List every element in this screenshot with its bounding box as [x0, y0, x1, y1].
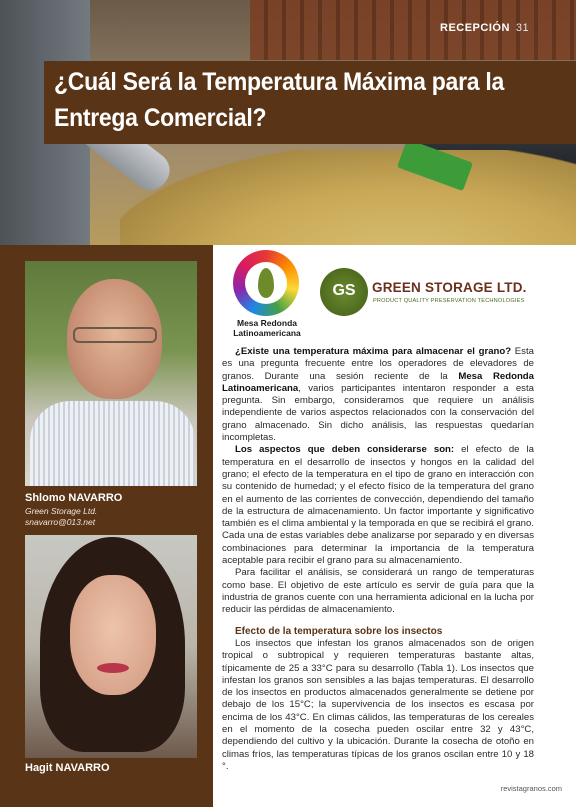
mesa-redonda-logo: [225, 250, 309, 340]
author-photo-hagit: [25, 535, 197, 758]
mesa-line2: Latinoamericana: [233, 328, 301, 338]
face: [70, 575, 156, 695]
paragraph-3: Para facilitar el análisis, se considerará un rango de temperaturas como base. El objetivo de este artículo es servir de guía para que la industria de granos cuente con una herramienta adicional en la lucha por reducir las pérdidas de almacenamiento.: [222, 567, 534, 616]
green-storage-logo: [320, 268, 538, 318]
article-title: ¿Cuál Será la Temperatura Máxima para la Entrega Comercial?: [54, 68, 505, 132]
section-label: [440, 22, 529, 34]
glasses: [73, 327, 157, 343]
gs-badge-icon: [320, 268, 368, 316]
footer-website[interactable]: revistagranos.com: [500, 784, 562, 793]
insects-section-body: [222, 638, 534, 773]
author-photo-shlomo: [25, 261, 197, 486]
grain-pile: [120, 150, 576, 245]
mesa-line1: Mesa Redonda: [237, 318, 297, 328]
section-name: RECEPCIÓN: [440, 22, 510, 34]
mesa-redonda-mention: Mesa Redonda Latinoamericana: [222, 370, 534, 394]
paragraph-1: ¿Existe una temperatura máxima para almacenar el grano? Esta es una pregunta frecuente entre los operadores de elevadores de granos. Durante una sesión reciente de la Mesa Redonda Latinoamericana, varios participantes intentaron responder a esta pregunta. Sin embargo, consideramos que requiere un análisis independiente de varios aspectos relacionados con la conservación del grano almacenado. Sin dicho análisis, las respuestas quedarían incompletas.: [222, 346, 534, 444]
lips: [97, 663, 129, 673]
author-email-1[interactable]: snavarro@013.net: [25, 517, 96, 527]
paragraph-2: Los aspectos que deben considerarse son: el efecto de la temperatura en el desarrollo de insectos y hongos en la calidad del grano; el efecto de la temperatura en el tipo de grano en interacción con su contenido de humedad; y el efecto físico de la temperatura del grano en el aumento de las corrientes de convección, dependiendo del tamaño de la estructura de almacenamiento. Un factor importante y significativo también es el clima ambiental y la temporada en que se recibirá el grano. Cada una de estas variables debe analizarse por separado y en diversas combinaciones para determinar la importancia de la temperatura aceptable para recibir el grano para su almacenamiento.: [222, 444, 535, 567]
subheading: Efecto de la temperatura sobre los insectos: [235, 626, 443, 637]
gs-mark: GS: [332, 282, 356, 299]
title-banner: [44, 61, 576, 144]
wheat-icon: [258, 268, 274, 298]
article-body: [222, 346, 534, 617]
lead-question: ¿Existe una temperatura máxima para almacenar el grano?: [235, 346, 512, 357]
author-company-1: Green Storage Ltd.: [25, 506, 98, 516]
author-name-2: Hagit NAVARRO: [25, 762, 110, 774]
gs-company-name: GREEN STORAGE LTD.: [372, 280, 527, 295]
shirt: [30, 401, 195, 486]
author-name-1: Shlomo NAVARRO: [25, 492, 123, 504]
paragraph-4: Los insectos que infestan los granos almacenados son de origen tropical o subtropical y requieren temperaturas bastante altas, típicamente de 25 a 33°C para su desarrollo (Tabla 1). Los insectos que infestan los granos son sensibles a las bajas temperaturas. El desarrollo de los insectos en productos almacenados generalmente se detiene por debajo de los 15°C; la supervivencia de los insectos es escasa por encima de los 43°C. En climas cálidos, las temperaturas de los cereales en el momento de la cosecha pueden oscilar entre 32 y 43°C, dependiendo del cultivo y la ubicación. Durante la cosecha de otoño en climas fríos, las temperaturas típicas de los granos oscilan entre 10 y 18 °.: [222, 638, 534, 772]
aspects-lead: Los aspectos que deben considerarse son:: [235, 444, 455, 456]
gs-tagline: PRODUCT QUALITY PRESERVATION TECHNOLOGIES: [373, 298, 525, 304]
page-number: 31: [515, 22, 530, 34]
